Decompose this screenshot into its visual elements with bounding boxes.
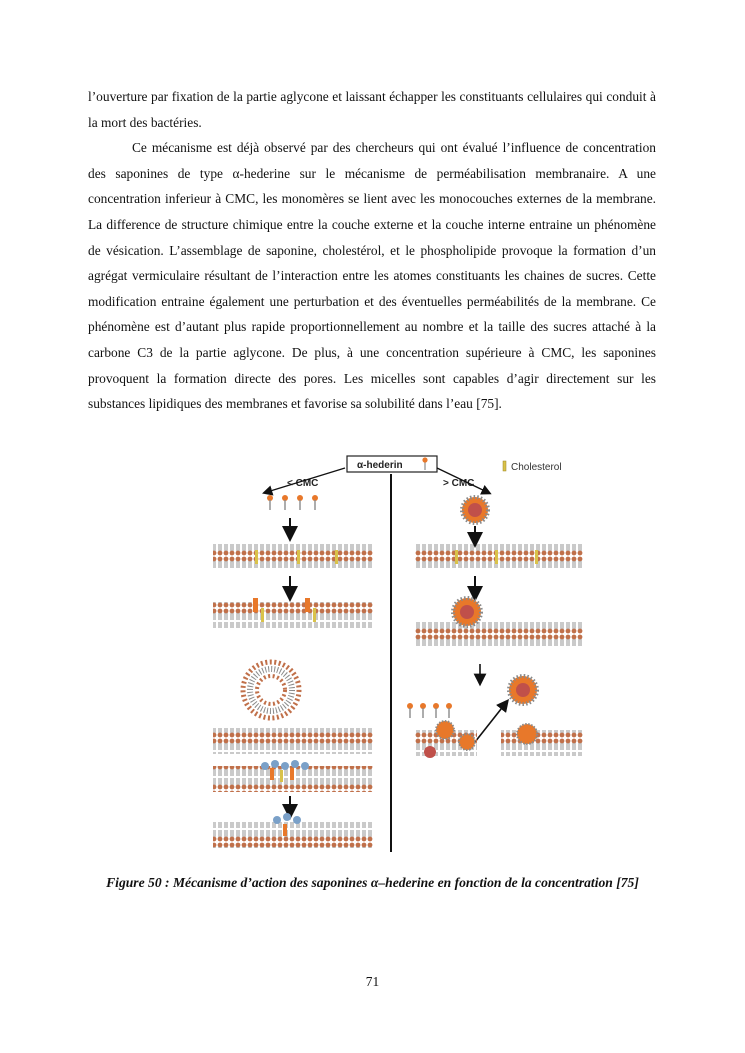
figure-saponin-mechanism (205, 452, 590, 862)
micelle-right (462, 497, 488, 523)
vesicle-left (243, 662, 299, 718)
cholesterol-legend-label: Cholesterol (511, 462, 562, 473)
body-text (88, 84, 656, 417)
membrane-right-3 (415, 721, 583, 758)
membrane-left-1 (213, 544, 373, 570)
membrane-left-3 (213, 728, 373, 754)
saponin-monomers-left (267, 495, 318, 510)
membrane-left-4 (213, 760, 373, 792)
paragraph-2: Ce mécanisme est déjà observé par des chercheurs qui ont évalué l’influence de concentration des saponines de type α-hederine sur le mécanisme de perméabilisation membranaire. A une concentration inferieur à CMC, les monomères se lient avec les monocouches externes de la membrane. La difference de structure chimique entre la couche externe et la couche interne entraine un phénomène de vésication. L’assemblage de saponine, cholestérol, et le phospholipide provoque la formation d’un agrégat vermiculaire résultant de l’interaction entre les atomes constituants les chaines de sucres. Cette modification entraine également une perturbation et des éventuelles perméabilités de la membrane. Ce phénomène est d’autant plus rapide proportionnellement au nombre et la taille des sucres attaché à la carbone C3 de la partie aglycone. De plus, à une concentration supérieure à CMC, les saponines provoquent la formation directe des pores. Les micelles sont capables d’agir directement sur les substances lipidiques des membranes et favorise sa solubilité dans l’eau [75]. (88, 140, 656, 412)
alpha-hederin-label-box (347, 456, 437, 472)
saponin-monomers-right (407, 703, 452, 718)
arrow-right-4 (475, 704, 505, 742)
membrane-right-2 (415, 598, 583, 646)
membrane-left-2 (213, 598, 373, 628)
right-branch-label: > CMC (443, 478, 475, 489)
figure-caption: Figure 50 : Mécanisme d’action des saponines α–hederine en fonction de la concentration [75] (106, 875, 639, 890)
paragraph-1: l’ouverture par fixation de la partie aglycone et laissant échapper les constituants cellulaires qui conduit à la mort des bactéries. (88, 89, 656, 130)
membrane-left-5 (213, 813, 373, 848)
cholesterol-legend (503, 461, 562, 473)
figure-diagram (205, 452, 590, 862)
left-branch-label: < CMC (287, 478, 319, 489)
membrane-right-1 (415, 544, 583, 570)
alpha-hederin-label: α-hederin (357, 460, 403, 471)
page-number: 71 (365, 974, 380, 989)
micelle-right-floating (509, 676, 537, 704)
